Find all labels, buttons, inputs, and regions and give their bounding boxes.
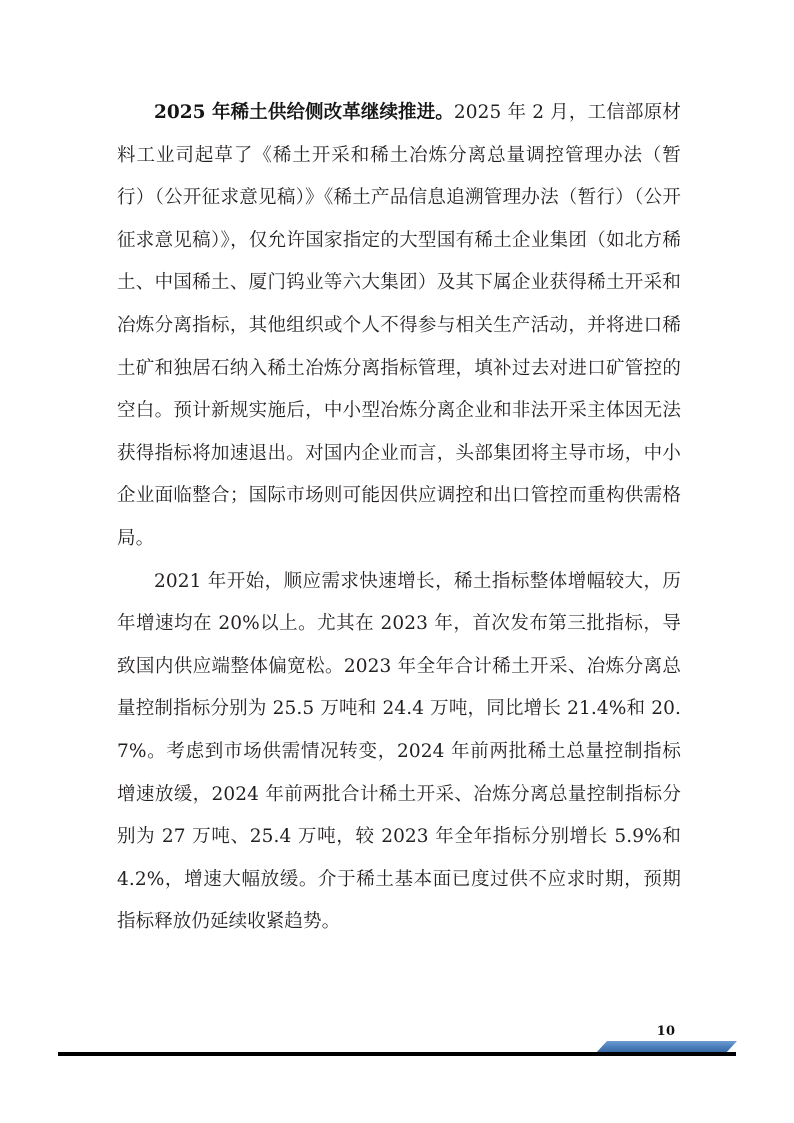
page-number: 10	[656, 1024, 676, 1039]
paragraph-1-lead: 2025 年稀土供给侧改革继续推进。	[154, 102, 454, 123]
page-body	[117, 92, 681, 944]
paragraph-1	[117, 92, 681, 561]
paragraph-1-text: 2025 年 2 月，工信部原材料工业司起草了《稀土开采和稀土冶炼分离总量调控管理办法（暂行）（公开征求意见稿）》《稀土产品信息追溯管理办法（暂行）（公开征求意见稿）》，仅允许国家指定的大型国有稀土企业集团（如北方稀土、中国稀土、厦门钨业等六大集团）及其下属企业获得稀土开采和冶炼分离指标，其他组织或个人不得参与相关生产活动，并将进口稀土矿和独居石纳入稀土冶炼分离指标管理，填补过去对进口矿管控的空白。预计新规实施后，中小型冶炼分离企业和非法开采主体因无法获得指标将加速退出。对国内企业而言，头部集团将主导市场，中小企业面临整合；国际市场则可能因供应调控和出口管控而重构供需格局。	[117, 102, 681, 549]
paragraph-2	[117, 561, 681, 944]
page-footer	[0, 1020, 794, 1080]
footer-rule	[58, 1052, 736, 1056]
paragraph-2-text: 2021 年开始，顺应需求快速增长，稀土指标整体增幅较大，历年增速均在 20%以上。尤其在 2023 年，首次发布第三批指标，导致国内供应端整体偏宽松。2023 年全年合计稀土开采、冶炼分离总量控制指标分别为 25.5 万吨和 24.4 万吨，同比增长 21.4%和 20.7%。考虑到市场供需情况转变，2024 年前两批稀土总量控制指标增速放缓，2024 年前两批合计稀土开采、冶炼分离总量控制指标分别为 27 万吨、25.4 万吨，较 2023 年全年指标分别增长 5.9%和 4.2%，增速大幅放缓。介于稀土基本面已度过供不应求时期，预期指标释放仍延续收紧趋势。	[117, 570, 681, 933]
